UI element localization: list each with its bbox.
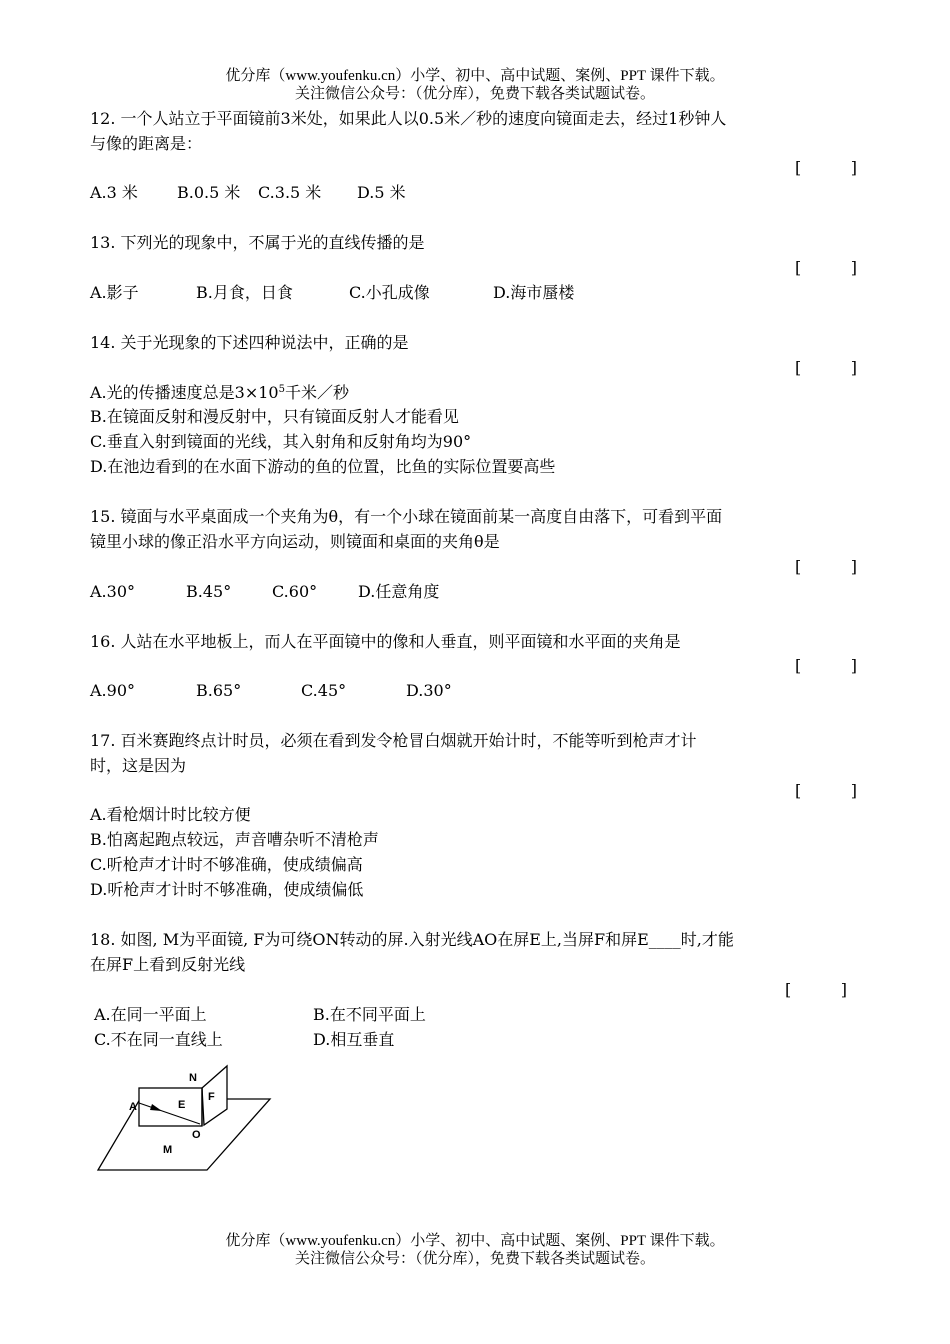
q17-option-a[interactable]: A.看枪烟计时比较方便: [90, 805, 251, 824]
q13-stem: 13. 下列光的现象中，不属于光的直线传播的是: [90, 233, 425, 252]
q18-stem-line-2: 在屏F上看到反射光线: [90, 955, 246, 974]
q12-option-a[interactable]: A.3 米: [90, 183, 138, 202]
label-m: M: [163, 1144, 173, 1156]
q17-stem-line-2: 时，这是因为: [90, 756, 187, 775]
footer-line-2: 关注微信公众号：（优分库），免费下载各类试题试卷。: [294, 1251, 655, 1267]
q17-option-c[interactable]: C.听枪声才计时不够准确，使成绩偏高: [90, 855, 363, 874]
header-line-2: 关注微信公众号：（优分库），免费下载各类试题试卷。: [294, 86, 655, 102]
label-a: A: [129, 1101, 137, 1113]
q16-option-b[interactable]: B.65°: [196, 681, 242, 700]
q14-option-d[interactable]: D.在池边看到的在水面下游动的鱼的位置，比鱼的实际位置要高些: [90, 457, 556, 476]
q16-option-c[interactable]: C.45°: [301, 681, 347, 700]
q17-option-b[interactable]: B.怕离起跑点较远，声音嘈杂听不清枪声: [90, 830, 379, 849]
q18-option-b[interactable]: B.在不同平面上: [313, 1005, 426, 1024]
screen-e: [139, 1088, 202, 1126]
q12-stem-line-2: 与像的距离是：: [90, 134, 203, 153]
label-n: N: [189, 1072, 197, 1084]
q15-stem-line-1: 15. 镜面与水平桌面成一个夹角为θ，有一个小球在镜面前某一高度自由落下，可看到平面: [90, 507, 723, 526]
q12-option-d[interactable]: D.5 米: [357, 183, 406, 202]
q18-stem-line-1: 18. 如图, M为平面镜, F为可绕ON转动的屏.入射光线AO在屏E上,当屏F和屏E____时,才能: [90, 930, 734, 949]
q16-stem: 16. 人站在水平地板上，而人在平面镜中的像和人垂直，则平面镜和水平面的夹角是: [90, 632, 681, 651]
footer-line-1: 优分库（www.youfenku.cn）小学、初中、高中试题、案例、PPT 课件下载。: [225, 1233, 725, 1249]
q15-option-d[interactable]: D.任意角度: [358, 582, 440, 601]
q15-option-b[interactable]: B.45°: [186, 582, 232, 601]
q13-option-c[interactable]: C.小孔成像: [349, 283, 430, 302]
label-f: F: [208, 1091, 215, 1103]
q17-stem-line-1: 17. 百米赛跑终点计时员，必须在看到发令枪冒白烟就开始计时，不能等听到枪声才计: [90, 731, 697, 750]
q14-option-c[interactable]: C.垂直入射到镜面的光线，其入射角和反射角均为90°: [90, 432, 472, 451]
q12-stem-line-1: 12. 一个人站立于平面镜前3米处，如果此人以0.5米／秒的速度向镜面走去，经过1秒钟人: [90, 109, 727, 128]
q18-option-d[interactable]: D.相互垂直: [313, 1030, 395, 1049]
q15-option-c[interactable]: C.60°: [272, 582, 318, 601]
q16-option-a[interactable]: A.90°: [90, 681, 135, 700]
q13-option-b[interactable]: B.月食，日食: [196, 283, 293, 302]
q17-option-d[interactable]: D.听枪声才计时不够准确，使成绩偏低: [90, 880, 364, 899]
header-line-1: 优分库（www.youfenku.cn）小学、初中、高中试题、案例、PPT 课件下载。: [225, 68, 725, 84]
q15-stem-line-2: 镜里小球的像正沿水平方向运动，则镜面和桌面的夹角θ是: [90, 532, 500, 551]
q13-option-d[interactable]: D.海市蜃楼: [493, 283, 575, 302]
q18-option-a[interactable]: A.在同一平面上: [94, 1005, 207, 1024]
q12-option-b[interactable]: B.0.5 米: [177, 183, 241, 202]
q16-option-d[interactable]: D.30°: [406, 681, 452, 700]
mirror-screen-figure: [90, 1058, 280, 1174]
q18-option-c[interactable]: C.不在同一直线上: [94, 1030, 223, 1049]
exponent: 5: [278, 384, 285, 395]
q14-option-a[interactable]: A.光的传播速度总是$3\times 10^5$千米／秒: [90, 383, 349, 402]
q15-option-a[interactable]: A.30°: [90, 582, 135, 601]
q14-option-b[interactable]: B.在镜面反射和漫反射中，只有镜面反射人才能看见: [90, 407, 459, 426]
label-e: E: [178, 1099, 186, 1111]
q13-option-a[interactable]: A.影子: [90, 283, 139, 302]
label-o: O: [192, 1129, 201, 1141]
q12-option-c[interactable]: C.3.5 米: [258, 183, 322, 202]
q14-stem: 14. 关于光现象的下述四种说法中，正确的是: [90, 333, 409, 352]
